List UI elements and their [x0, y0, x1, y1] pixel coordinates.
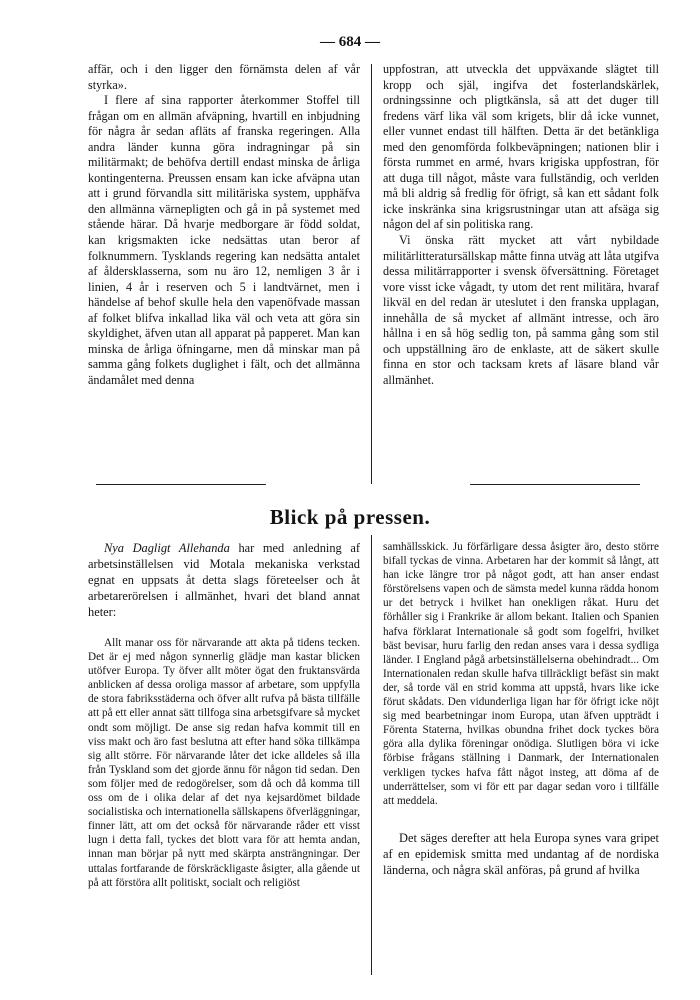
article-column-bottom-right — [383, 540, 659, 878]
quoted-paragraph: Allt manar oss för närvarande att akta på tidens tecken. Det är ej med någon synnerlig glädje man kastar blicken utöfver Europa. Ty öfver allt möter ögat den fruktansvärda anblicken af dessa oroliga massor af arbetare, som uppfylla de stora fabriksstäderna och öfver allt rufva på bästa tillfälle att på ett eller annat sätt tillfoga sina arbetsgifvare så mycket ondt som möjligt. De anse sig redan hafva kommit till en viss makt och äro fast beslutna att efter hand söka tillkämpa sig allt större. För närvarande låter det icke alldeles så illa från Tyskland som det gjorde ännu för någon tid sedan. Den som följer med de redogörelser, som då och då komma till oss om de i olika delar af det nya kejsardömet bildade socialistiska och internationella sällskapens öfverläggningar, finner lätt, att om det också för närvarande råder ett visst lugn i detta fall, tyckes det blott vara för att hemta andan, innan man börjar på nytt med skärpta ansträngningar. Der uttalas fortfarande de förskräckligaste åsigter, alla gående ut på att förstöra allt politiskt, socialt och religiöst — [88, 637, 360, 889]
section-rule-left — [96, 484, 266, 485]
section-heading: Blick på pressen. — [269, 505, 431, 529]
paragraph: Vi önska rätt mycket att vårt nybildade militärlitteratursällskap måtte finna utväg att låta utgifva dessa militärrapporter i svensk öfversättning. Företaget vore visst icke vågadt, ty utom det rent militära, hvaraf likväl en del redan är uteslutet i den franska upplagan, innehålla de så mycket af allmänt intresse, och äro hållna i en så hög sedlig ton, på samma gång som stil och uppställning äro de enklaste, att de säkert skulle finna en stor och tacksam krets af läsare bland vår allmänhet. — [383, 233, 659, 387]
intro-paragraph — [88, 540, 360, 620]
paragraph: I flere af sina rapporter återkommer Stoffel till frågan om en allmän afväpning, hvartill en inbjudning för några år sedan afläts af franska regeringen. Alla andra länder kunna göra indragningar på sin militärmakt; de behöfva dertill endast minska de årliga kontingenterna. Preussen ensam kan icke afväpna utan att i grund förvandla sitt militäriska system, upphäfva den allmänna värnepligten och gå in på systemet med stående härar. Då hvarje medborgare är född soldat, kan krigsmakten icke nedsättas utan beror af folknummern. Tysklands regering kan nedsätta antalet af åldersklasserna, som nu äro 12, nemligen 3 år i linien, 4 år i reserven och 5 i landtvärnet, men i händelse af behof skulle hela den vapenöfvade massan af folket blifva inkallad lika väl och veta att göra sin skyldighet, äfven utan all apparat på papperet. Man kan minska de årliga öfningarne, men då minskar man på samma gång folkets duglighet i fält, och det allmänna ändamålet med denna — [88, 93, 360, 387]
article-column-top-right — [383, 62, 659, 388]
column-divider — [371, 64, 372, 484]
paragraph: affär, och i den ligger den förnämsta delen af vår styrka». — [88, 62, 360, 92]
quoted-paragraph-continued: samhällsskick. Ju förfärligare dessa åsigter äro, desto större bifall tyckas de vinna. Arbetaren har der kommit så långt, att han icke längre tror på något godt, att han anser endast förstörelsens vapen och de sämsta medel kunna rädda honom ur det betryck i hvilket han onekligen råkat. Huru det förhåller sig i Frankrike är allom bekant. Italien och Spanien hafva förklarat Internationale så godt som fogelfri, hvilket bäst bevisar, huru farlig den redan anses vara i dessa sydliga länder. I England pågå arbetsinställelserna obehindradt... Om Internationalen redan skulle hafva tillräckligt befäst sin makt der, så torde väl en strid komma att uppstå, hvars like icke förut skådats. Den vidunderliga ligan har för öfrigt icke nöjt sig med bearbetningar inom Europa, utan äfven uppträdt i Förenta Staterna, hvilkas obundna frihet dock tyckes böra göra alla dylika föreningar onödiga. Slutligen böra vi icke förbise frågans ställning i Danmark, der Internationalen verkligen tyckes hafva fått något insteg, att döma af de underrättelser, som vi för ett par dagar sedan voro i tillfälle att meddela. — [383, 541, 659, 807]
article-column-bottom-left — [88, 540, 360, 890]
paragraph: Det säges derefter att hela Europa synes vara gripet af en epidemisk smitta med undantag af de nordiska länderna, och några skäl anföras, på grund af hvilka — [383, 830, 659, 877]
intro-text: har med anledning af arbetsinställelsen vid Motala mekaniska verkstad egnat en uppsats åt detta slags företeelser och åt arbetarerörelsen i allmänhet, hvari det bland annat heter: — [88, 541, 360, 619]
section-rule-right — [470, 484, 640, 485]
column-divider — [371, 535, 372, 975]
article-column-top-left — [88, 62, 360, 388]
newspaper-name: Nya Dagligt Allehanda — [104, 541, 230, 555]
paragraph: uppfostran, att utveckla det uppväxande slägtet till kropp och själ, ingifva det fosterlandskärlek, ordningssinne och pligtkänsla, så att det duger till fredens värf lika väl som krigets, blir då icke vunnet, eller vunnet endast till hälften. Detta är det betänkliga med den genomförda folkbeväpningen; nationen blir i första rummet en armé, hvars krigiska uppfostran, för att duga till något, måste vara fullständig, och verlden må bli aldrig så fredlig för öfrigt, så kan ett sådant folk icke inskränka sina krigsrustningar utan att afsäga sig någon del af sin politiska rang. — [383, 62, 659, 232]
page-number: — 684 — — [320, 34, 380, 50]
